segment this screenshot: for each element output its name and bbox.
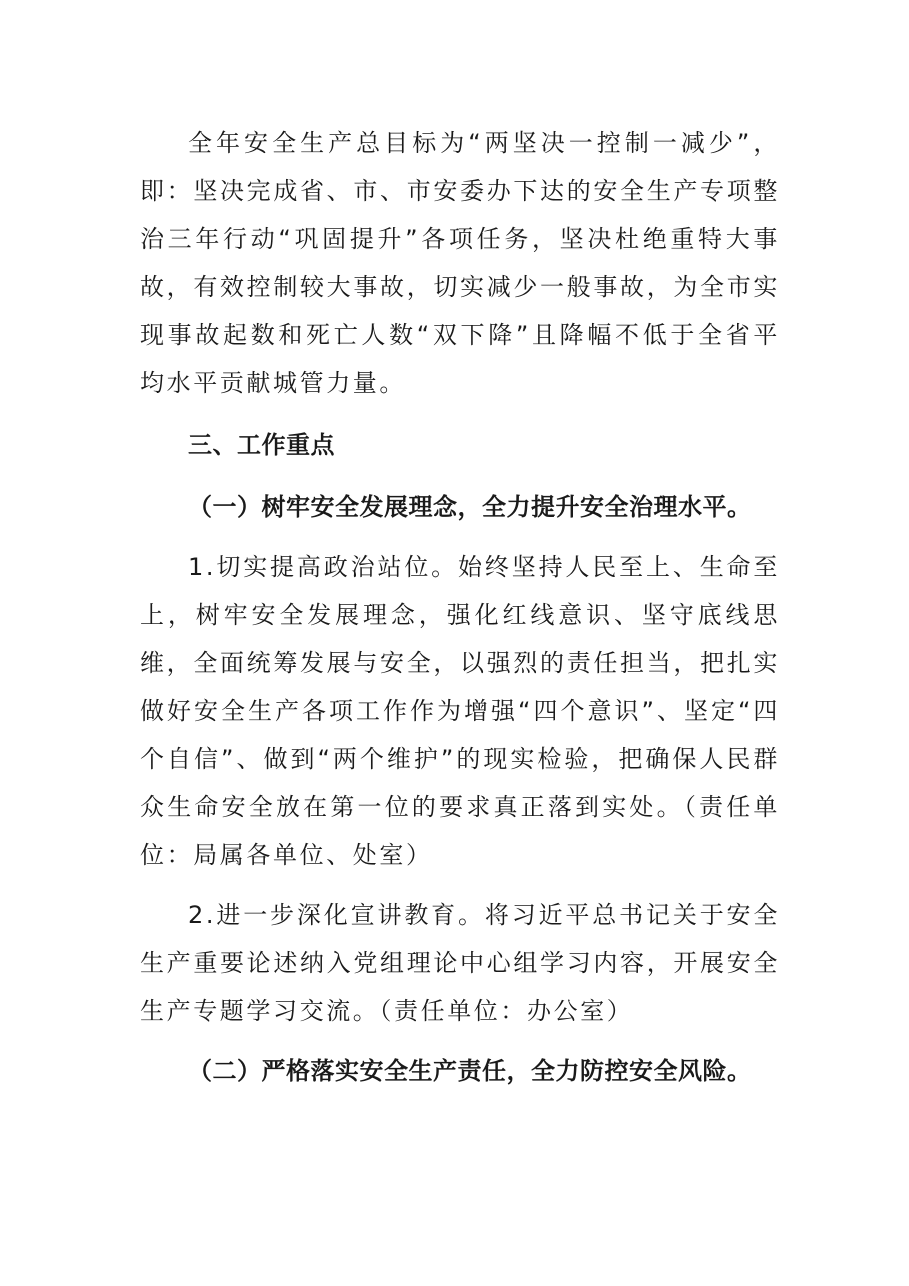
document-body [140,119,780,1095]
subsection-heading-1: （一）树牢安全发展理念，全力提升安全治理水平。 [188,493,752,521]
item-paragraph-1: 1.切实提高政治站位。始终坚持人民至上、生命至上，树牢安全发展理念，强化红线意识、坚守底线思维，全面统筹发展与安全，以强烈的责任担当，把扎实做好安全生产各项工作作为增强“四个意识”、坚定“四个自信”、做到“两个维护”的现实检验，把确保人民群众生命安全放在第一位的要求真正落到实处。（责任单位：局属各单位、处室） [140,553,780,869]
section-heading-work-focus: 三、工作重点 [188,431,335,459]
subsection-heading-2: （二）严格落实安全生产责任，全力防控安全风险。 [188,1057,752,1085]
item-paragraph-2: 2.进一步深化宣讲教育。将习近平总书记关于安全生产重要论述纳入党组理论中心组学习内容，开展安全生产专题学习交流。（责任单位：办公室） [140,901,780,1025]
goal-paragraph: 全年安全生产总目标为“两坚决一控制一减少”，即：坚决完成省、市、市安委办下达的安全生产专项整治三年行动“巩固提升”各项任务，坚决杜绝重特大事故，有效控制较大事故，切实减少一般事故，为全市实现事故起数和死亡人数“双下降”且降幅不低于全省平均水平贡献城管力量。 [140,129,780,397]
